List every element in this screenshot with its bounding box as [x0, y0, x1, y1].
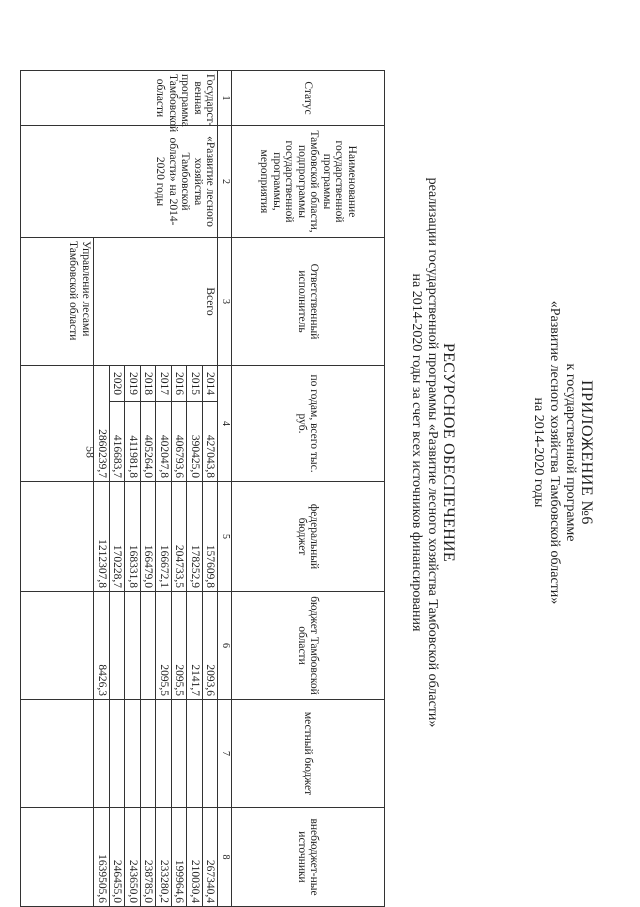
empty-cell	[21, 592, 94, 700]
header-program-name: Наименование государственной программы Тамбовской области, подпрограммы государственной программы, мероприятия	[232, 126, 385, 238]
extra-amount-cell: 243650,0	[125, 808, 141, 907]
resource-table	[20, 70, 385, 907]
regional-amount-cell: 2141,7	[187, 592, 203, 700]
federal-amount-cell: 166479,0	[141, 482, 157, 592]
federal-amount-cell: 178252,9	[187, 482, 203, 592]
federal-amount-cell: 157609,8	[203, 482, 219, 592]
empty-cell	[21, 366, 94, 482]
column-number: 2	[218, 126, 232, 238]
empty-cell	[21, 700, 94, 808]
extra-amount-cell: 246455,0	[110, 808, 126, 907]
local-amount-cell	[187, 700, 203, 808]
empty-cell	[21, 482, 94, 592]
heading-line-1: реализации государственной программы «Развитие лесного хозяйства Тамбовской области»	[425, 177, 440, 728]
appendix-line-3: на 2014-2020 годы	[531, 397, 546, 508]
empty-cell	[21, 808, 94, 907]
appendix-title: ПРИЛОЖЕНИЕ №6	[578, 380, 595, 525]
column-number: 8	[218, 808, 232, 907]
column-number: 4	[218, 366, 232, 482]
regional-amount-cell	[110, 592, 126, 700]
header-regional: бюджет Тамбовской области	[232, 592, 385, 700]
column-number: 1	[218, 71, 232, 126]
table-body	[21, 71, 232, 907]
extra-total-cell: 1639505,6	[94, 808, 110, 907]
local-amount-cell	[141, 700, 157, 808]
column-number: 3	[218, 238, 232, 366]
column-number: 6	[218, 592, 232, 700]
regional-amount-cell: 2093,6	[203, 592, 219, 700]
extra-amount-cell: 238785,0	[141, 808, 157, 907]
table-row	[203, 71, 219, 907]
header-executor: Ответственный исполнитель	[232, 238, 385, 366]
column-number: 7	[218, 700, 232, 808]
local-amount-cell	[125, 700, 141, 808]
appendix-block	[530, 0, 594, 905]
year-cell: 2017	[156, 366, 172, 402]
status-cell: Государст-венная программа Тамбовской области	[21, 71, 219, 126]
page-number: 58	[83, 446, 98, 458]
year-cell: 2014	[203, 366, 219, 402]
year-cell: 2016	[172, 366, 188, 402]
year-cell: 2019	[125, 366, 141, 402]
executor-total-cell: Всего	[94, 238, 219, 366]
regional-total-cell: 8426,3	[94, 592, 110, 700]
year-cell: 2015	[187, 366, 203, 402]
federal-amount-cell: 168331,8	[125, 482, 141, 592]
extra-amount-cell: 199964,6	[172, 808, 188, 907]
year-cell: 2018	[141, 366, 157, 402]
regional-amount-cell	[125, 592, 141, 700]
extra-amount-cell: 267340,4	[203, 808, 219, 907]
total-amount-cell: 390425,0	[187, 402, 203, 482]
appendix-line-1: к государственной программе	[563, 363, 578, 542]
extra-amount-cell: 210030,4	[187, 808, 203, 907]
local-amount-cell	[172, 700, 188, 808]
document-heading	[408, 0, 456, 905]
extra-amount-cell: 233280,2	[156, 808, 172, 907]
appendix-line-2: «Развитие лесного хозяйства Тамбовской области»	[547, 300, 562, 605]
federal-amount-cell: 204733,5	[172, 482, 188, 592]
total-amount-cell: 416683,7	[110, 402, 126, 482]
regional-amount-cell: 2095,5	[172, 592, 188, 700]
total-amount-cell: 406793,6	[172, 402, 188, 482]
heading-line-2: на 2014-2020 годы за счет всех источников финансирования	[409, 273, 424, 632]
column-number: 5	[218, 482, 232, 592]
program-name-cell: «Развитие лесного хозяйства Тамбовской области» на 2014-2020 годы	[21, 126, 219, 238]
header-by-years: по годам, всего тыс. руб.	[232, 366, 385, 482]
column-number-row	[218, 71, 232, 907]
federal-total-cell: 1212307,8	[94, 482, 110, 592]
heading-title: РЕСУРСНОЕ ОБЕСПЕЧЕНИЕ	[440, 343, 457, 562]
federal-amount-cell: 166672,1	[156, 482, 172, 592]
local-total-cell	[94, 700, 110, 808]
total-amount-cell: 402047,8	[156, 402, 172, 482]
local-amount-cell	[156, 700, 172, 808]
header-federal: федеральный бюджет	[232, 482, 385, 592]
total-amount-cell: 411981,8	[125, 402, 141, 482]
local-amount-cell	[203, 700, 219, 808]
header-local: местный бюджет	[232, 700, 385, 808]
regional-amount-cell	[141, 592, 157, 700]
total-amount-cell: 427043,8	[203, 402, 219, 482]
local-amount-cell	[110, 700, 126, 808]
grand-total-cell: 2860239,7	[94, 366, 110, 482]
federal-amount-cell: 170228,7	[110, 482, 126, 592]
executor-management-cell: Управление лесами Тамбовской области	[21, 238, 94, 366]
header-extra: внебюджет-ные источники	[232, 808, 385, 907]
total-amount-cell: 405264,0	[141, 402, 157, 482]
year-cell: 2020	[110, 366, 126, 402]
header-status: Статус	[232, 71, 385, 126]
regional-amount-cell: 2095,5	[156, 592, 172, 700]
